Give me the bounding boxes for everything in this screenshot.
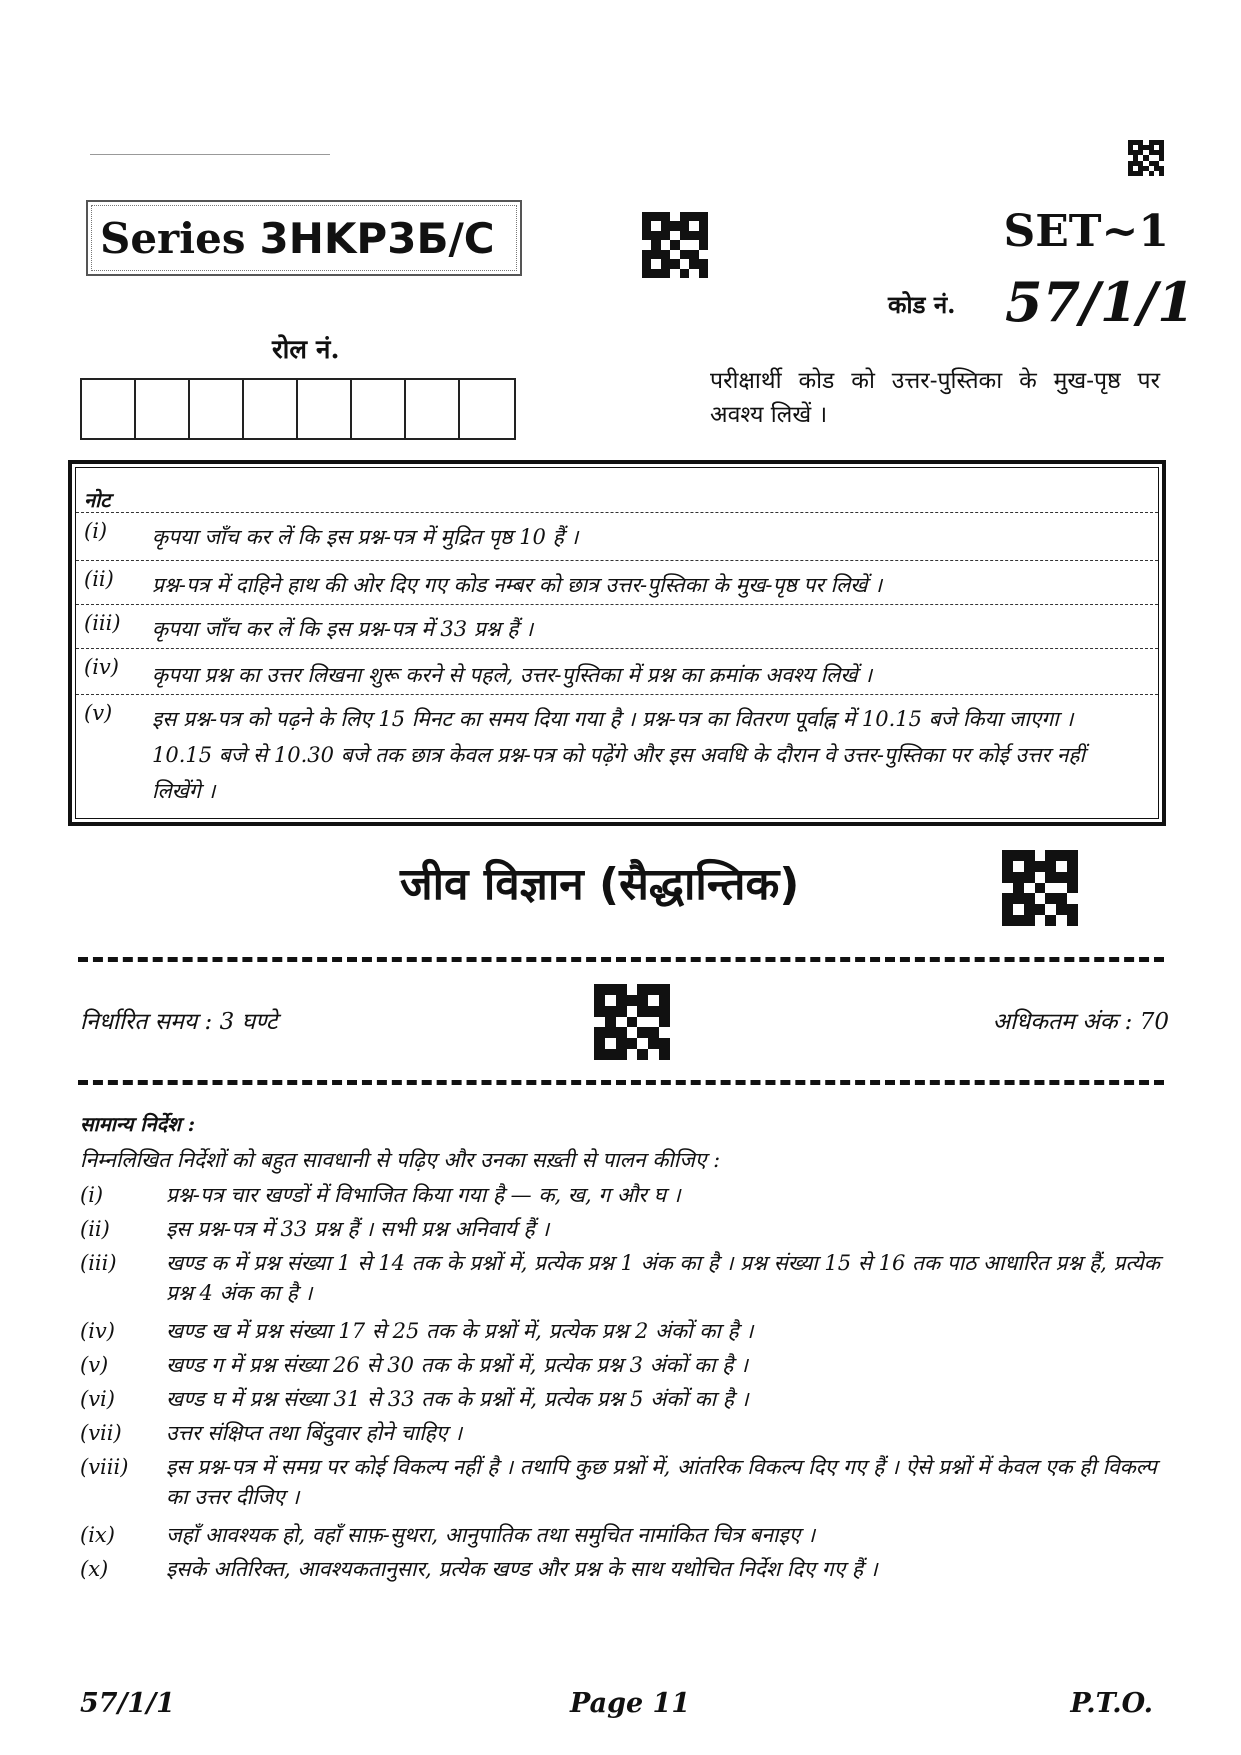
note-item [76, 604, 1158, 649]
instruction-text: प्रश्न-पत्र चार खण्डों में विभाजित किया गया है — क, ख, ग और घ । [166, 1183, 681, 1207]
instruction-item [80, 1316, 1160, 1346]
instruction-item [80, 1214, 1160, 1244]
instruction-number: (viii) [80, 1455, 129, 1479]
instruction-number: (iii) [80, 1251, 117, 1275]
instruction-item [80, 1452, 1160, 1512]
note-item-text: कृपया प्रश्न का उत्तर लिखना शुरू करने से पहले, उत्तर-पुस्तिका में प्रश्न का क्रमांक अवश्य लिखें । [152, 663, 873, 687]
note-item-number: (iii) [84, 611, 121, 635]
instruction-number: (x) [80, 1557, 109, 1581]
note-item-text: कृपया जाँच कर लें कि इस प्रश्न-पत्र में मुद्रित पृष्ठ 10 हैं । [152, 525, 579, 549]
qr-code-icon [1128, 140, 1164, 176]
code-value: 57/1/1 [1005, 270, 1195, 334]
footer-pto: P.T.O. [1070, 1688, 1153, 1719]
note-item-number: (iv) [84, 655, 119, 679]
instruction-text: खण्ड क में प्रश्न संख्या 1 से 14 तक के प्रश्नों में, प्रत्येक प्रश्न 1 अंक का है । प्रश्न संख्या 15 से 16 तक पाठ आधारित प्रश्न हैं, प्रत्येक प्रश्न 4 अंक का है । [166, 1251, 1160, 1305]
footer-page: Page 11 [570, 1688, 691, 1719]
max-marks: अधिकतम अंक : 70 [992, 1009, 1169, 1035]
note-box [68, 460, 1166, 826]
note-item-text: कृपया जाँच कर लें कि इस प्रश्न-पत्र में 33 प्रश्न हैं । [152, 617, 534, 641]
note-title: नोट [84, 488, 111, 512]
note-item-text: इस प्रश्न-पत्र को पढ़ने के लिए 15 मिनट का समय दिया गया है । प्रश्न-पत्र का वितरण पूर्वाह्न में 10.15 बजे किया जाएगा । 10.15 बजे से 10.30 बजे तक छात्र केवल प्रश्न-पत्र को पढ़ेंगे और इस अवधि के दौरान वे उत्तर-पुस्तिका पर कोई उत्तर नहीं लिखेंगे । [152, 707, 1085, 803]
instruction-text: इसके अतिरिक्त, आवश्यकतानुसार, प्रत्येक खण्ड और प्रश्न के साथ यथोचित निर्देश दिए गए हैं । [166, 1557, 878, 1581]
note-item [76, 648, 1158, 695]
roll-box[interactable] [82, 380, 136, 438]
instruction-number: (ii) [80, 1217, 110, 1241]
instruction-item [80, 1180, 1160, 1210]
set-number: SET~1 [1003, 206, 1169, 257]
series-box [86, 200, 522, 276]
instruction-number: (vi) [80, 1387, 115, 1411]
instruction-item [80, 1350, 1160, 1380]
time-allowed: निर्धारित समय : 3 घण्टे [80, 1009, 278, 1035]
instruction-item [80, 1384, 1160, 1414]
instruction-text: उत्तर संक्षिप्त तथा बिंदुवार होने चाहिए । [166, 1421, 463, 1445]
instruction-item [80, 1554, 1160, 1584]
instruction-number: (ix) [80, 1523, 115, 1547]
qr-code-icon [1002, 850, 1078, 926]
series-label: Series [100, 213, 246, 263]
general-instructions-intro: निम्नलिखित निर्देशों को बहुत सावधानी से पढ़िए और उनका सख़्ती से पालन कीजिए : [80, 1148, 721, 1172]
footer-code: 57/1/1 [80, 1688, 175, 1719]
series-code: 3HKP3Б/C [259, 213, 495, 263]
note-item [76, 512, 1158, 561]
instruction-text: खण्ड ग में प्रश्न संख्या 26 से 30 तक के प्रश्नों में, प्रत्येक प्रश्न 3 अंकों का है । [166, 1353, 748, 1377]
roll-box[interactable] [460, 380, 514, 438]
general-instructions-title: सामान्य निर्देश : [80, 1112, 196, 1136]
instruction-text: इस प्रश्न-पत्र में समग्र पर कोई विकल्प नहीं है । तथापि कुछ प्रश्नों में, आंतरिक विकल्प दिए गए हैं । ऐसे प्रश्नों में केवल एक ही विकल्प का उत्तर दीजिए । [166, 1455, 1157, 1509]
roll-box[interactable] [244, 380, 298, 438]
roll-box[interactable] [136, 380, 190, 438]
qr-code-icon [642, 212, 708, 278]
dashed-divider [78, 1080, 1164, 1085]
instruction-number: (iv) [80, 1319, 115, 1343]
code-label: कोड नं. [888, 290, 956, 319]
roll-box[interactable] [190, 380, 244, 438]
note-item-number: (ii) [84, 567, 114, 591]
dashed-divider [78, 957, 1164, 962]
roll-box[interactable] [406, 380, 460, 438]
instruction-number: (vii) [80, 1421, 122, 1445]
roll-number-boxes[interactable] [80, 378, 516, 440]
qr-code-icon [594, 984, 670, 1060]
note-item-number: (v) [84, 701, 113, 725]
roll-label: रोल नं. [272, 335, 340, 365]
instruction-item [80, 1248, 1160, 1308]
roll-box[interactable] [352, 380, 406, 438]
roll-box[interactable] [298, 380, 352, 438]
instruction-item [80, 1520, 1160, 1550]
note-item [76, 694, 1158, 821]
instruction-item [80, 1418, 1160, 1448]
instruction-text: खण्ड ख में प्रश्न संख्या 17 से 25 तक के प्रश्नों में, प्रत्येक प्रश्न 2 अंकों का है । [166, 1319, 754, 1343]
instruction-text: इस प्रश्न-पत्र में 33 प्रश्न हैं । सभी प्रश्न अनिवार्य हैं । [166, 1217, 550, 1241]
instruction-number: (v) [80, 1353, 109, 1377]
subject-title: जीव विज्ञान (सैद्धान्तिक) [400, 859, 800, 910]
instruction-text: खण्ड घ में प्रश्न संख्या 31 से 33 तक के प्रश्नों में, प्रत्येक प्रश्न 5 अंकों का है । [166, 1387, 749, 1411]
code-instruction: परीक्षार्थी कोड को उत्तर-पुस्तिका के मुख-पृष्ठ पर अवश्य लिखें । [710, 368, 1160, 428]
note-item-text: प्रश्न-पत्र में दाहिने हाथ की ओर दिए गए कोड नम्बर को छात्र उत्तर-पुस्तिका के मुख-पृष्ठ पर लिखें । [152, 573, 883, 597]
instruction-text: जहाँ आवश्यक हो, वहाँ साफ़-सुथरा, आनुपातिक तथा समुचित नामांकित चित्र बनाइए । [166, 1523, 816, 1547]
note-item-number: (i) [84, 519, 108, 543]
note-item [76, 560, 1158, 605]
top-rule [90, 154, 330, 155]
instruction-number: (i) [80, 1183, 104, 1207]
